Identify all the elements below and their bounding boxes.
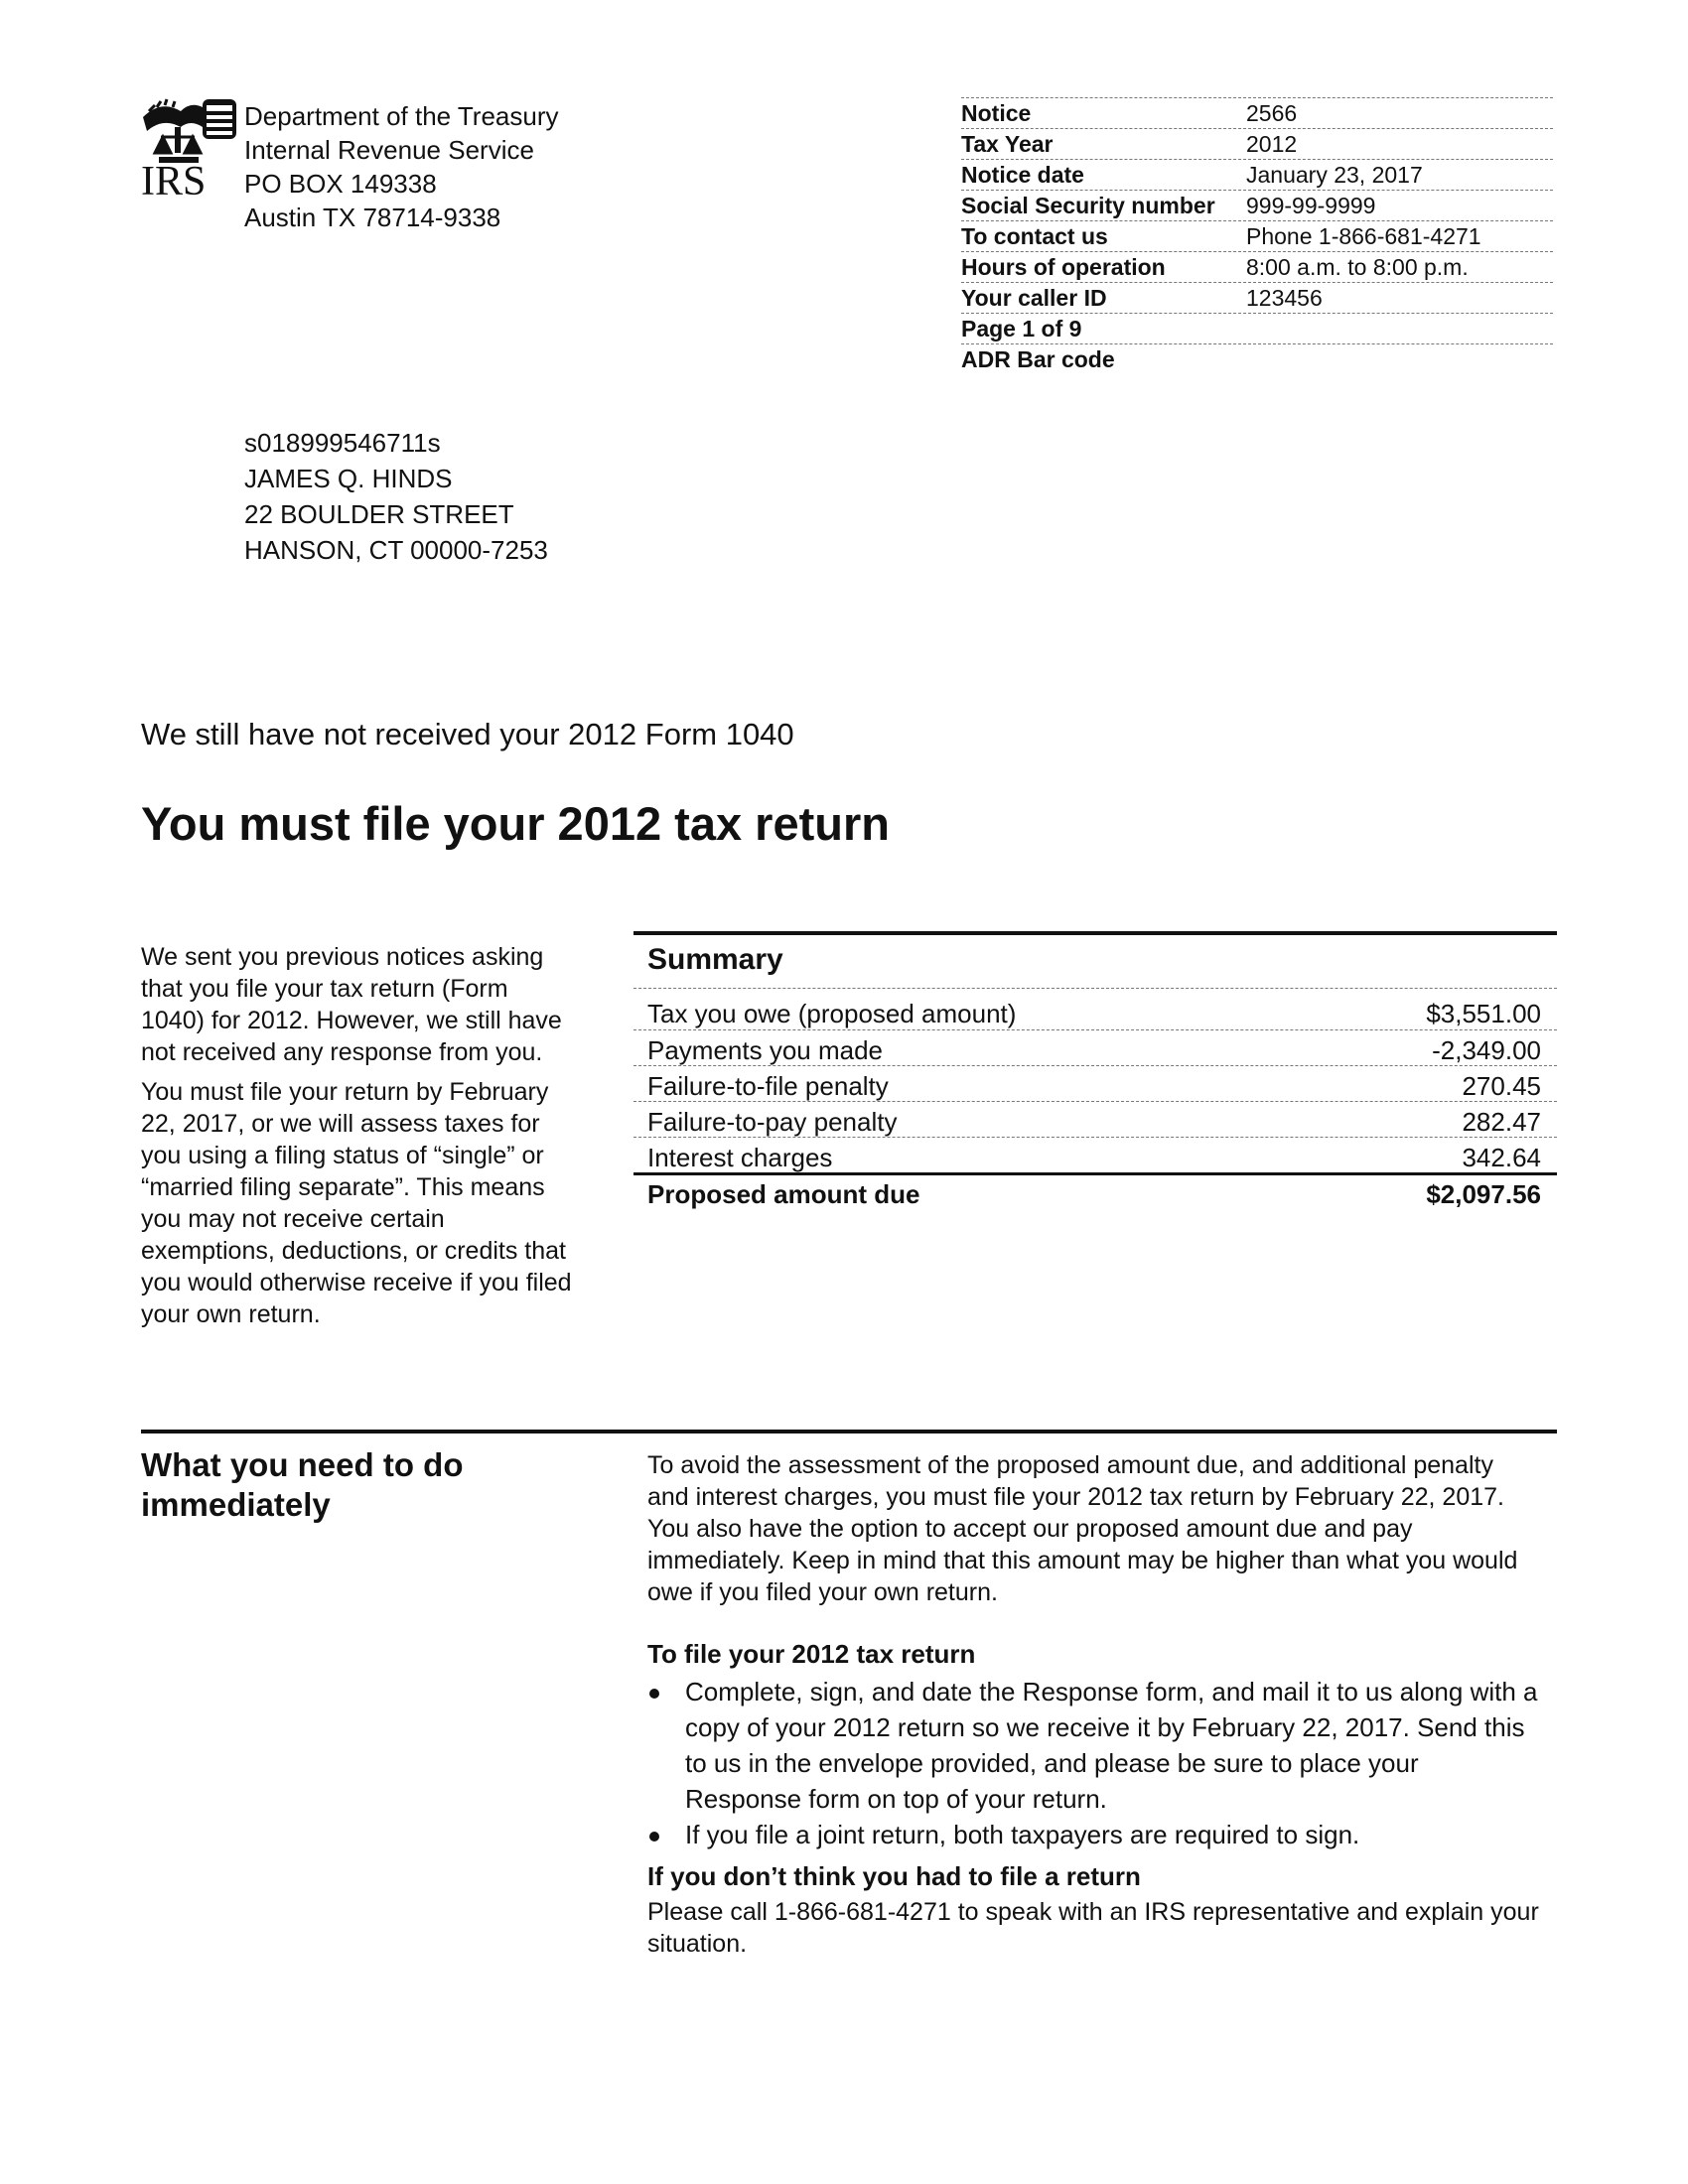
- info-row-caller-id: [961, 282, 1553, 313]
- sender-address: [244, 99, 558, 234]
- list-item-text: If you file a joint return, both taxpayers are required to sign.: [685, 1820, 1360, 1849]
- info-row-notice: [961, 97, 1553, 128]
- summary-amount: 342.64: [1462, 1143, 1541, 1172]
- info-row-barcode: [961, 343, 1553, 374]
- info-row-notice-date: [961, 159, 1553, 190]
- info-label: Social Security number: [961, 193, 1215, 218]
- info-value: 8:00 a.m. to 8:00 p.m.: [1246, 254, 1469, 280]
- info-value: 2566: [1246, 100, 1298, 126]
- irs-eagle-icon: [141, 97, 238, 167]
- summary-amount: 282.47: [1462, 1107, 1541, 1137]
- action-section-title: What you need to do immediately: [141, 1446, 464, 1523]
- section-divider: [141, 1430, 1557, 1433]
- info-value: 999-99-9999: [1246, 193, 1376, 218]
- summary-row: [633, 1066, 1557, 1102]
- sender-line: Department of the Treasury: [244, 101, 559, 131]
- sender-line: PO BOX 149338: [244, 169, 437, 199]
- bullet-icon: [649, 1689, 659, 1699]
- info-label: To contact us: [961, 223, 1108, 249]
- summary-row: [633, 989, 1557, 1030]
- summary-label: Failure-to-file penalty: [647, 1071, 889, 1101]
- sender-line: Austin TX 78714-9338: [244, 203, 501, 232]
- summary-total-row: [633, 1172, 1557, 1212]
- summary-amount: $3,551.00: [1426, 999, 1541, 1028]
- info-label: Tax Year: [961, 131, 1054, 157]
- info-label: Page 1 of 9: [961, 316, 1082, 341]
- notice-info-table: [961, 97, 1553, 374]
- summary-label: Failure-to-pay penalty: [647, 1107, 898, 1137]
- notice-subtitle: We still have not received your 2012 Form 1040: [141, 717, 794, 751]
- info-row-hours: [961, 251, 1553, 282]
- info-value: January 23, 2017: [1246, 162, 1423, 188]
- list-item: [647, 1817, 1541, 1852]
- page-title: You must file your 2012 tax return: [141, 797, 890, 850]
- info-value: 2012: [1246, 131, 1298, 157]
- info-label: Notice: [961, 100, 1032, 126]
- address-line: 22 BOULDER STREET: [244, 499, 514, 529]
- list-item: [647, 1674, 1541, 1817]
- info-label: Your caller ID: [961, 285, 1107, 311]
- sender-line: Internal Revenue Service: [244, 135, 534, 165]
- summary-amount: 270.45: [1462, 1071, 1541, 1101]
- recipient-address: [244, 425, 548, 568]
- action-intro: To avoid the assessment of the proposed amount due, and additional penalty and interest charges, you must file your 2012 tax return by February 22, 2017. You also have the option to accept our proposed amount due and pay immediately. Keep in mind that this amount may be higher than what you would owe if you filed your own return.: [647, 1451, 1518, 1606]
- irs-logo: [141, 97, 240, 205]
- no-file-text: Please call 1-866-681-4271 to speak with an IRS representative and explain your situation.: [647, 1898, 1539, 1958]
- summary-row: [633, 1102, 1557, 1138]
- info-value: Phone 1-866-681-4271: [1246, 223, 1481, 249]
- summary-total-label: Proposed amount due: [647, 1179, 920, 1209]
- info-label: ADR Bar code: [961, 346, 1115, 372]
- address-line: JAMES Q. HINDS: [244, 464, 453, 493]
- summary-table: [633, 931, 1557, 1212]
- info-row-contact: [961, 220, 1553, 251]
- intro-paragraph: We sent you previous notices asking that you file your tax return (Form 1040) for 2012. However, we still have not received any response from you.: [141, 943, 562, 1066]
- file-return-heading: To file your 2012 tax return: [647, 1639, 976, 1669]
- summary-label: Tax you owe (proposed amount): [647, 999, 1017, 1028]
- action-section-body: [647, 1449, 1541, 1960]
- summary-row: [633, 1030, 1557, 1066]
- info-label: Hours of operation: [961, 254, 1166, 280]
- summary-label: Payments you made: [647, 1035, 884, 1065]
- info-row-page: [961, 313, 1553, 343]
- list-item-text: Complete, sign, and date the Response form, and mail it to us along with a copy of your 2012 return so we receive it by February 22, 2017. Send this to us in the envelope provided, and please be sure to place your Response form on top of your return.: [685, 1677, 1538, 1814]
- summary-total-amount: $2,097.56: [1426, 1179, 1541, 1209]
- summary-amount: -2,349.00: [1432, 1035, 1541, 1065]
- irs-logo-text: IRS: [141, 159, 207, 205]
- summary-label: Interest charges: [647, 1143, 833, 1172]
- address-line: s018999546711s: [244, 428, 441, 458]
- summary-row: [633, 1138, 1557, 1173]
- info-row-ssn: [961, 190, 1553, 220]
- intro-text: [141, 941, 578, 1338]
- info-value: 123456: [1246, 285, 1323, 311]
- address-line: HANSON, CT 00000-7253: [244, 535, 548, 565]
- info-label: Notice date: [961, 162, 1084, 188]
- file-return-list: [647, 1674, 1541, 1852]
- summary-heading: Summary: [633, 935, 1557, 989]
- intro-paragraph: You must file your return by February 22, 2017, or we will assess taxes for you using a filing status of “single” or “married filing separate”. This means you may not receive certain exemptions, deductions, or credits that you would otherwise receive if you filed your own return.: [141, 1078, 572, 1328]
- info-row-tax-year: [961, 128, 1553, 159]
- bullet-icon: [649, 1832, 659, 1842]
- no-file-heading: If you don’t think you had to file a return: [647, 1861, 1141, 1891]
